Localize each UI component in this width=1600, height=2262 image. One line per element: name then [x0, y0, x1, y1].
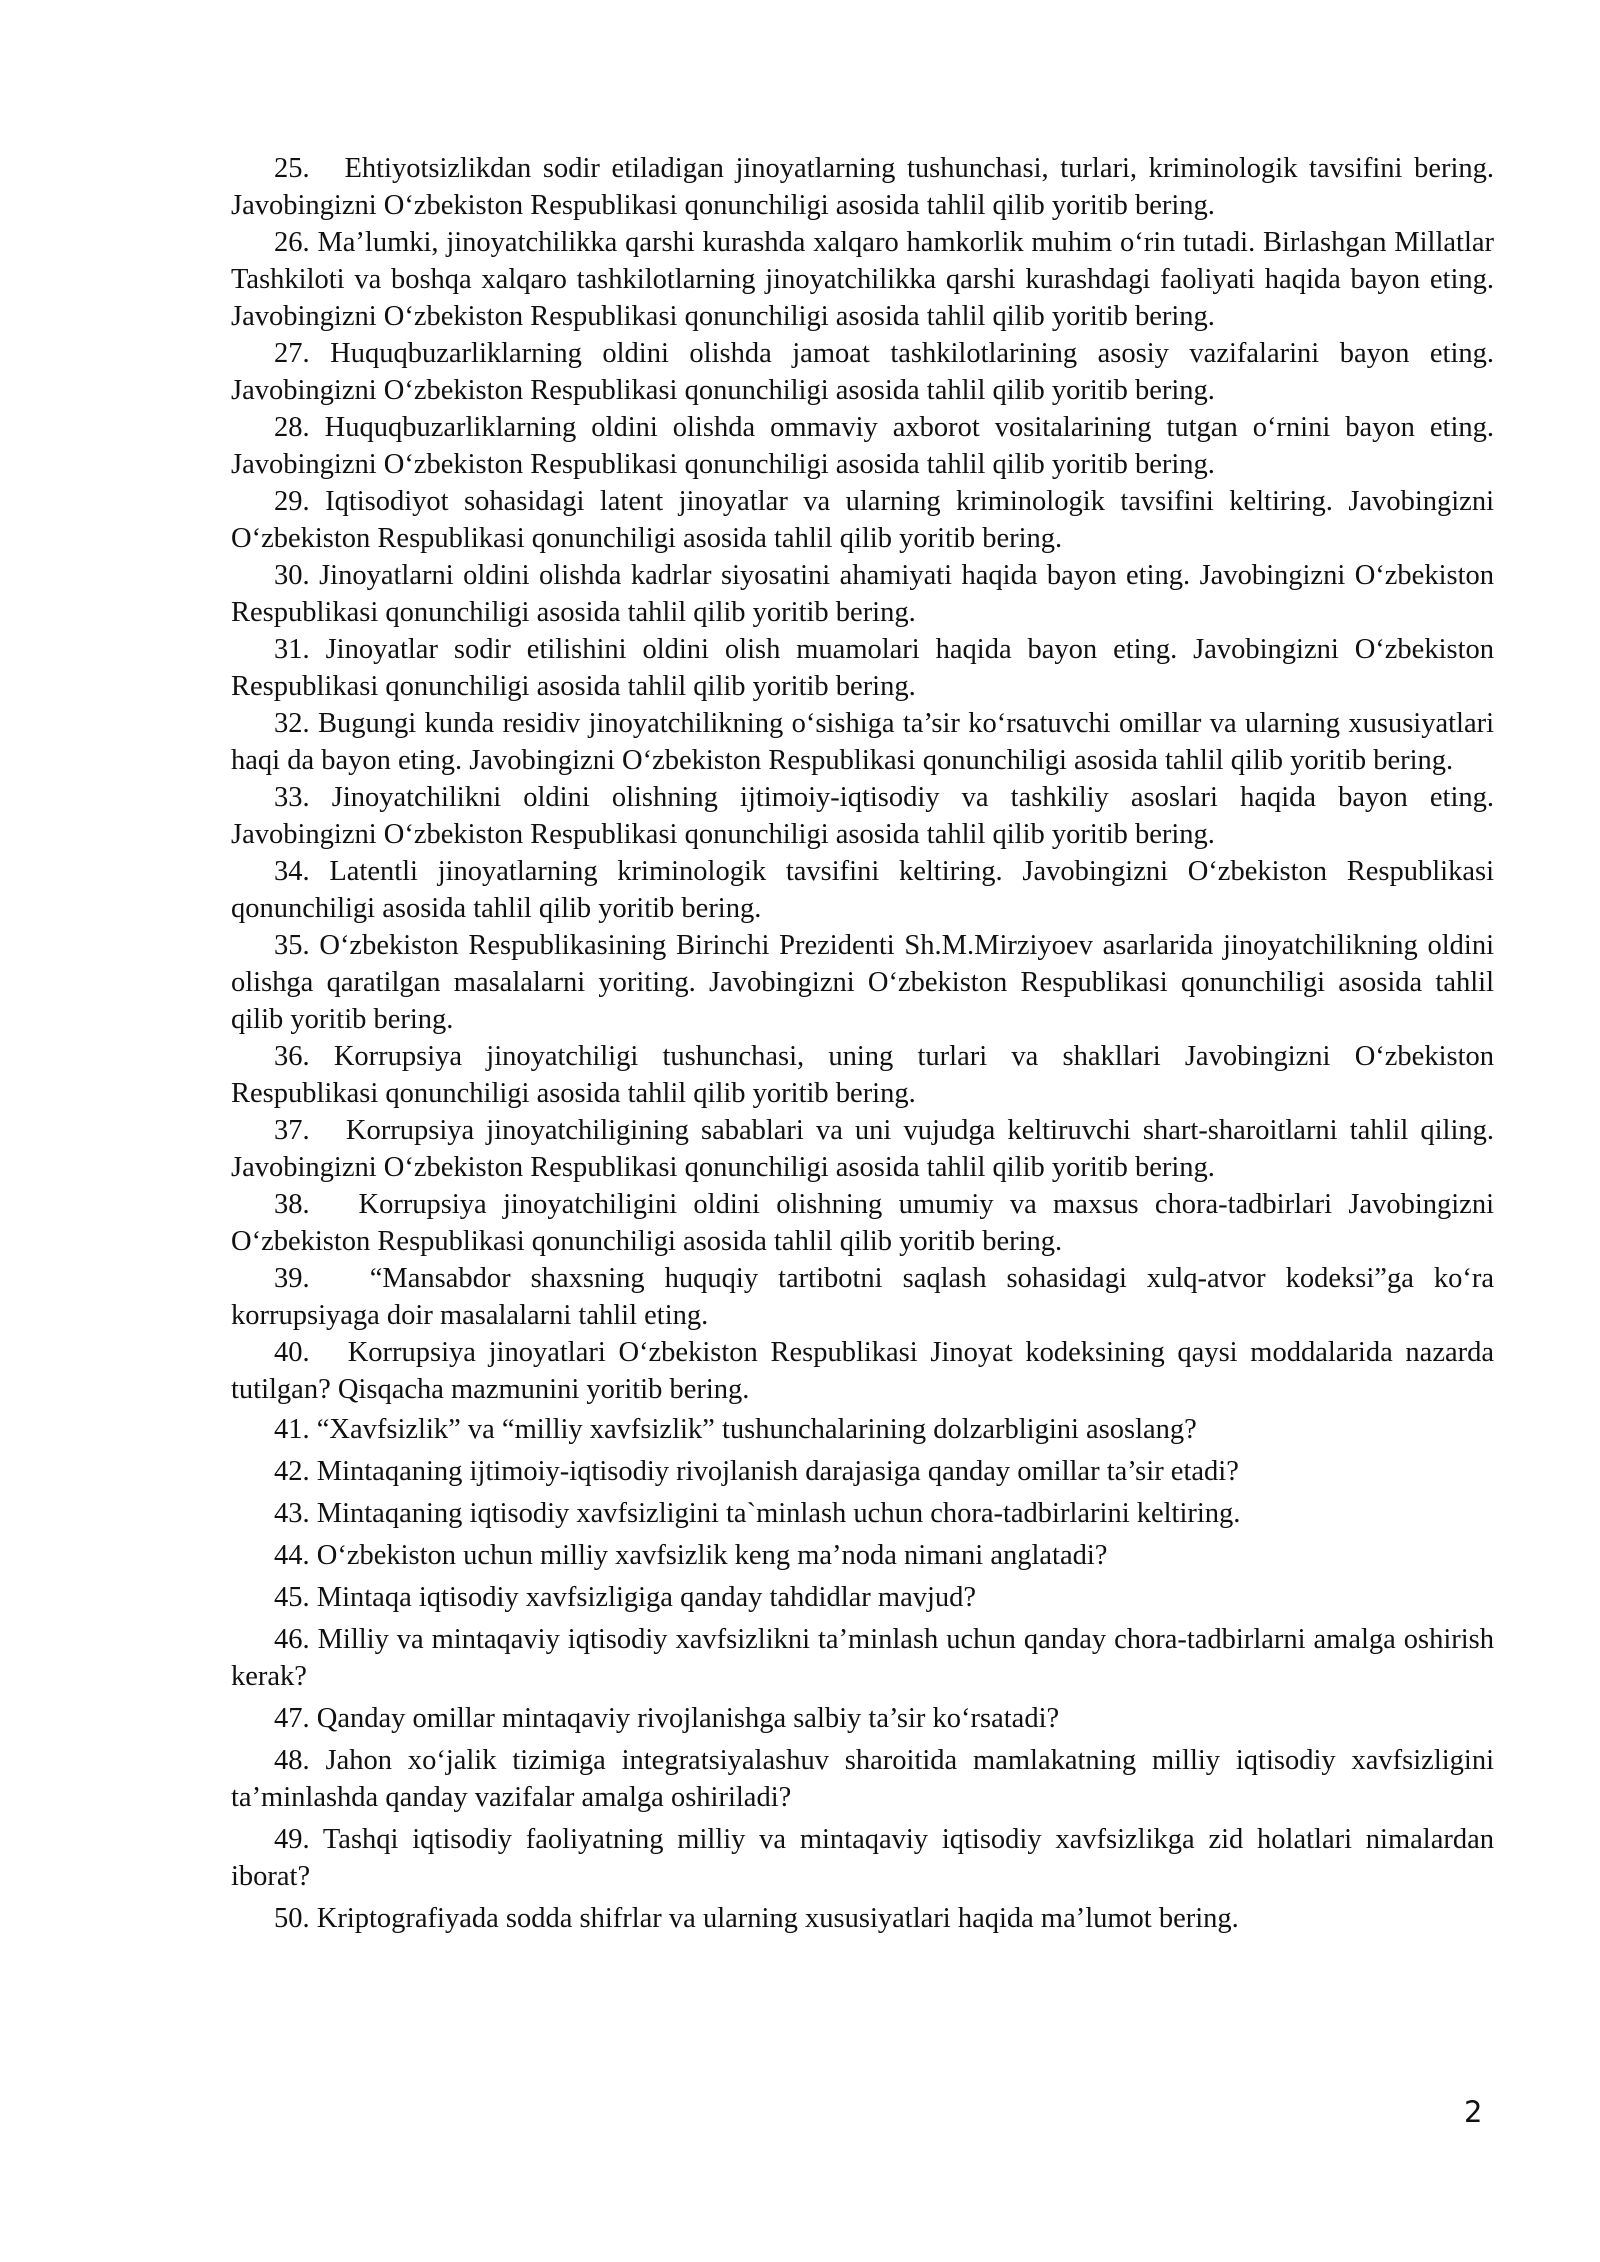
question-text: Mintaqaning ijtimoiy-iqtisodiy rivojlanish darajasiga qanday omillar ta’sir etadi? [316, 1456, 1239, 1487]
question-number: 38. [274, 1189, 310, 1220]
question-number: 34. [274, 856, 310, 887]
question-number: 29. [274, 486, 310, 517]
question-item [231, 1411, 1494, 1448]
question-item [231, 483, 1494, 557]
question-text: Tashqi iqtisodiy faoliyatning milliy va mintaqaviy iqtisodiy xavfsizlikga zid holatlari nimalardan iborat? [231, 1824, 1494, 1892]
question-text: “Mansabdor shaxsning huquqiy tartibotni saqlash sohasidagi xulq-atvor kodeksi”ga ko‘ra korrupsiyaga doir masalalarni tahlil eting. [231, 1263, 1495, 1331]
question-item [231, 1537, 1494, 1574]
question-text: Ma’lumki, jinoyatchilikka qarshi kurashda xalqaro hamkorlik muhim o‘rin tutadi. Birlashgan Millatlar Tashkiloti va boshqa xalqaro tashkilotlarning jinoyatchilikka qarshi kurashdagi faoliyati haqida bayon eting. Javobingizni O‘zbekiston Respublikasi qonunchiligi asosida tahlil qilib yoritib bering. [231, 227, 1495, 332]
question-item [231, 1334, 1494, 1408]
question-number: 27. [274, 338, 310, 369]
question-list [231, 150, 1494, 1937]
question-item [231, 1260, 1494, 1334]
question-number: 25. [274, 153, 310, 184]
question-item [231, 779, 1494, 853]
question-number: 40. [274, 1337, 310, 1368]
question-text: Huquqbuzarliklarning oldini olishda jamoat tashkilotlarining asosiy vazifalarini bayon eting. Javobingizni O‘zbekiston Respublikasi qonunchiligi asosida tahlil qilib yoritib bering. [231, 338, 1494, 406]
question-text: Milliy va mintaqaviy iqtisodiy xavfsizlikni ta’minlash uchun qanday chora-tadbirlarni amalga oshirish kerak? [231, 1624, 1494, 1692]
question-item [231, 1453, 1494, 1490]
question-text: Jinoyatlarni oldini olishda kadrlar siyosatini ahamiyati haqida bayon eting. Javobingizni O‘zbekiston Respublikasi qonunchiligi asosida tahlil qilib yoritib bering. [231, 560, 1494, 628]
question-text: Jinoyatlar sodir etilishini oldini olish muamolari haqida bayon eting. Javobingizni O‘zbekiston Respublikasi qonunchiligi asosida tahlil qilib yoritib bering. [231, 634, 1494, 702]
question-text: Korrupsiya jinoyatchiligining sabablari va uni vujudga keltiruvchi shart-sharoitlarni tahlil qiling. Javobingizni O‘zbekiston Respublikasi qonunchiligi asosida tahlil qilib yoritib bering. [231, 1115, 1494, 1183]
question-item [231, 1186, 1494, 1260]
question-item [231, 1112, 1494, 1186]
question-number: 39. [274, 1263, 310, 1294]
question-item [231, 1821, 1494, 1895]
question-item [231, 1621, 1494, 1695]
question-text: Ehtiyotsizlikdan sodir etiladigan jinoyatlarning tushunchasi, turlari, kriminologik tavsifini bering. Javobingizni O‘zbekiston Respublikasi qonunchiligi asosida tahlil qilib yoritib bering. [231, 153, 1495, 221]
question-number: 42. [274, 1456, 310, 1487]
question-item [231, 335, 1494, 409]
question-number: 32. [274, 708, 310, 739]
question-text: Iqtisodiyot sohasidagi latent jinoyatlar va ularning kriminologik tavsifini keltiring. Javobingizni O‘zbekiston Respublikasi qonunchiligi asosida tahlil qilib yoritib bering. [231, 486, 1494, 554]
question-number: 30. [274, 560, 310, 591]
question-number: 50. [274, 1903, 310, 1934]
question-item [231, 409, 1494, 483]
question-text: Jinoyatchilikni oldini olishning ijtimoiy-iqtisodiy va tashkiliy asoslari haqida bayon eting. Javobingizni O‘zbekiston Respublikasi qonunchiligi asosida tahlil qilib yoritib bering. [231, 782, 1494, 850]
question-text: Bugungi kunda residiv jinoyatchilikning o‘sishiga ta’sir ko‘rsatuvchi omillar va ularning xususiyatlari haqi da bayon eting. Javobingizni O‘zbekiston Respublikasi qonunchiligi asosida tahlil qilib yoritib bering. [231, 708, 1495, 776]
question-text: Mintaqaning iqtisodiy xavfsizligini ta`minlash uchun chora-tadbirlarini keltiring. [316, 1498, 1241, 1529]
question-number: 47. [274, 1703, 310, 1734]
question-text: “Xavfsizlik” va “milliy xavfsizlik” tushunchalarining dolzarbligini asoslang? [316, 1414, 1197, 1445]
question-number: 49. [274, 1824, 310, 1855]
question-item [231, 705, 1494, 779]
question-text: O‘zbekiston uchun milliy xavfsizlik keng ma’noda nimani anglatadi? [316, 1540, 1108, 1571]
page-number: 2 [1464, 2095, 1483, 2129]
question-item [231, 150, 1494, 224]
question-text: Korrupsiya jinoyatchiligini oldini olishning umumiy va maxsus chora-tadbirlari Javobingizni O‘zbekiston Respublikasi qonunchiligi asosida tahlil qilib yoritib bering. [231, 1189, 1494, 1257]
question-number: 44. [274, 1540, 310, 1571]
question-text: Jahon xo‘jalik tizimiga integratsiyalashuv sharoitida mamlakatning milliy iqtisodiy xavfsizligini ta’minlashda qanday vazifalar amalga oshiriladi? [231, 1745, 1494, 1813]
question-text: Latentli jinoyatlarning kriminologik tavsifini keltiring. Javobingizni O‘zbekiston Respublikasi qonunchiligi asosida tahlil qilib yoritib bering. [231, 856, 1494, 924]
question-text: Huquqbuzarliklarning oldini olishda ommaviy axborot vositalarining tutgan o‘rnini bayon eting. Javobingizni O‘zbekiston Respublikasi qonunchiligi asosida tahlil qilib yoritib bering. [231, 412, 1494, 480]
question-number: 45. [274, 1582, 310, 1613]
question-item [231, 1742, 1494, 1816]
question-item [231, 557, 1494, 631]
question-item [231, 1038, 1494, 1112]
question-number: 26. [274, 227, 310, 258]
question-number: 28. [274, 412, 310, 443]
question-item [231, 1900, 1494, 1937]
question-item [231, 631, 1494, 705]
question-text: Qanday omillar mintaqaviy rivojlanishga salbiy ta’sir ko‘rsatadi? [316, 1703, 1060, 1734]
question-text: O‘zbekiston Respublikasining Birinchi Prezidenti Sh.M.Mirziyoev asarlarida jinoyatchilikning oldini olishga qaratilgan masalalarni yoriting. Javobingizni O‘zbekiston Respublikasi qonunchiligi asosida tahlil qilib yoritib bering. [231, 930, 1495, 1035]
question-item [231, 1579, 1494, 1616]
question-text: Korrupsiya jinoyatlari O‘zbekiston Respublikasi Jinoyat kodeksining qaysi moddalarida nazarda tutilgan? Qisqacha mazmunini yoritib bering. [231, 1337, 1495, 1405]
question-number: 43. [274, 1498, 310, 1529]
question-item [231, 927, 1494, 1038]
question-number: 36. [274, 1041, 310, 1072]
question-item [231, 1495, 1494, 1532]
question-number: 48. [274, 1745, 310, 1776]
question-number: 41. [274, 1414, 310, 1445]
question-number: 33. [274, 782, 310, 813]
question-number: 46. [274, 1624, 310, 1655]
question-text: Kriptografiyada sodda shifrlar va ularning xususiyatlari haqida ma’lumot bering. [316, 1903, 1239, 1934]
question-text: Mintaqa iqtisodiy xavfsizligiga qanday tahdidlar mavjud? [316, 1582, 977, 1613]
question-item [231, 1700, 1494, 1737]
question-text: Korrupsiya jinoyatchiligi tushunchasi, uning turlari va shakllari Javobingizni O‘zbekiston Respublikasi qonunchiligi asosida tahlil qilib yoritib bering. [231, 1041, 1494, 1109]
question-number: 37. [274, 1115, 310, 1146]
question-item [231, 853, 1494, 927]
question-item [231, 224, 1494, 335]
question-number: 35. [274, 930, 310, 961]
question-number: 31. [274, 634, 310, 665]
